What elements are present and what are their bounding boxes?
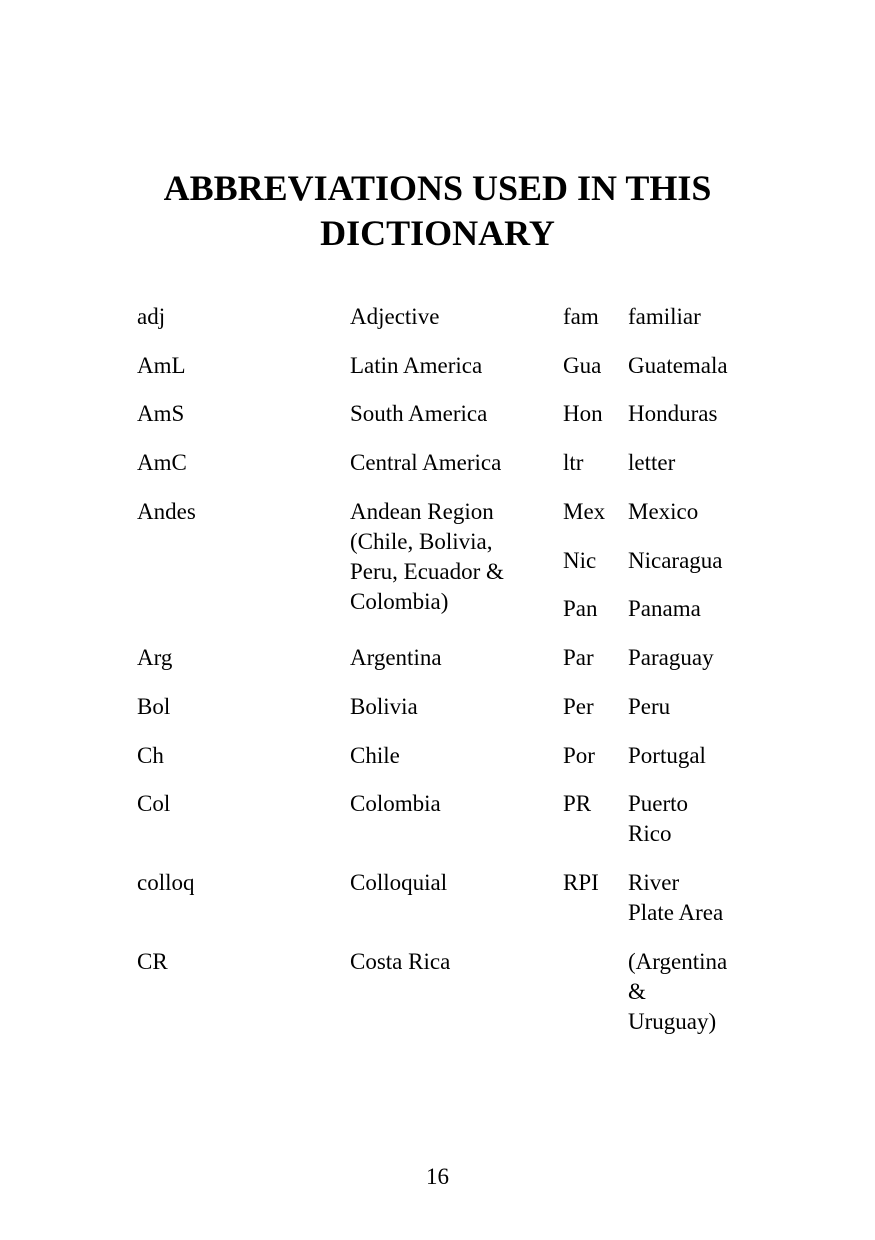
meaning-rpi-continued-line-3: Uruguay): [628, 1009, 717, 1034]
abbr-mex: Mex: [563, 499, 606, 524]
abbr-par: Par: [563, 645, 594, 670]
abbr-colloq: colloq: [137, 870, 195, 895]
meaning-amc: Central America: [350, 450, 502, 475]
abbr-gua: Gua: [563, 353, 602, 378]
abbr-col: Col: [137, 791, 171, 816]
page-number: 16: [426, 1164, 449, 1189]
meaning-andes-line-1: Andean Region: [350, 499, 494, 524]
meaning-nic: Nicaragua: [628, 548, 723, 573]
meaning-andes-line-3: Peru, Ecuador &: [350, 559, 504, 584]
abbr-cr: CR: [137, 949, 168, 974]
title-line-1: ABBREVIATIONS USED IN THIS: [163, 168, 712, 208]
meaning-pr-line-2: Rico: [628, 821, 672, 846]
abbr-rpi: RPI: [563, 870, 599, 895]
meaning-rpi-line-2: Plate Area: [628, 900, 724, 925]
meaning-ch: Chile: [350, 743, 400, 768]
meaning-pan: Panama: [628, 596, 701, 621]
meaning-fam: familiar: [628, 304, 701, 329]
meaning-per: Peru: [628, 694, 671, 719]
abbr-nic: Nic: [563, 548, 597, 573]
meaning-cr: Costa Rica: [350, 949, 451, 974]
meaning-bol: Bolivia: [350, 694, 418, 719]
page-title: [0, 166, 875, 256]
meaning-aml: Latin America: [350, 353, 483, 378]
abbr-andes: Andes: [137, 499, 196, 524]
meaning-col: Colombia: [350, 791, 441, 816]
abbr-ams: AmS: [137, 401, 185, 426]
meaning-rpi-continued-line-1: (Argentina: [628, 949, 728, 974]
abbr-pr: PR: [563, 791, 592, 816]
abbr-amc: AmC: [137, 450, 187, 475]
meaning-rpi-line-1: River: [628, 870, 680, 895]
abbr-aml: AmL: [137, 353, 186, 378]
abbr-ch: Ch: [137, 743, 164, 768]
meaning-ams: South America: [350, 401, 488, 426]
meaning-andes-line-4: Colombia): [350, 589, 449, 614]
abbr-adj: adj: [137, 304, 166, 329]
meaning-gua: Guatemala: [628, 353, 728, 378]
title-line-2: DICTIONARY: [320, 213, 555, 253]
meaning-colloq: Colloquial: [350, 870, 448, 895]
abbr-bol: Bol: [137, 694, 171, 719]
meaning-pr-line-1: Puerto: [628, 791, 689, 816]
meaning-mex: Mexico: [628, 499, 699, 524]
meaning-andes-line-2: (Chile, Bolivia,: [350, 529, 493, 554]
abbr-per: Per: [563, 694, 594, 719]
abbr-pan: Pan: [563, 596, 598, 621]
abbr-por: Por: [563, 743, 595, 768]
meaning-par: Paraguay: [628, 645, 714, 670]
meaning-arg: Argentina: [350, 645, 442, 670]
abbr-arg: Arg: [137, 645, 173, 670]
meaning-adj: Adjective: [350, 304, 440, 329]
abbr-fam: fam: [563, 304, 599, 329]
meaning-ltr: letter: [628, 450, 676, 475]
abbr-hon: Hon: [563, 401, 603, 426]
meaning-por: Portugal: [628, 743, 706, 768]
abbr-ltr: ltr: [563, 450, 584, 475]
meaning-rpi-continued-line-2: &: [628, 979, 646, 1004]
meaning-hon: Honduras: [628, 401, 718, 426]
